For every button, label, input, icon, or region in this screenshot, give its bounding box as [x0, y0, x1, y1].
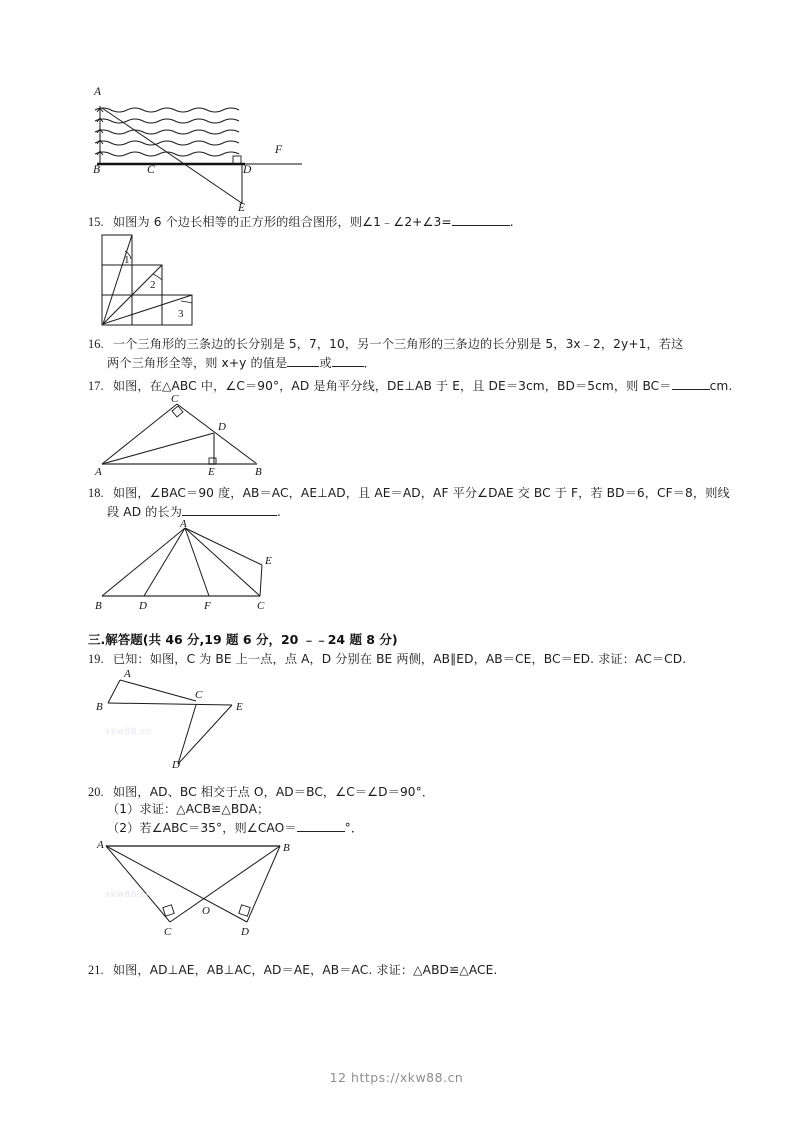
figure-label-B: B [93, 164, 101, 176]
question-19-body: 已知：如图，C 为 BE 上一点，点 A，D 分别在 BE 两侧，AB∥ED，AB＝CE，BC＝ED. 求证：AC＝CD. [112, 652, 687, 666]
figure-top-hatched [90, 88, 320, 213]
figure-q20-crossing-triangles [92, 836, 357, 941]
question-16-or-label: 或 [319, 356, 332, 370]
question-18-answer-blank[interactable] [182, 502, 277, 516]
question-16-body-line2: 两个三角形全等，则 x+y 的值是 [107, 356, 288, 370]
svg-text:C: C [195, 689, 203, 701]
question-16-number: 16. [88, 337, 104, 351]
question-20-line2 [107, 801, 269, 818]
question-20-line3 [107, 818, 363, 837]
watermark-figure-q19: xkw88.cn [105, 727, 152, 737]
question-16-period: ． [363, 356, 376, 370]
question-18-body-line2: 段 AD 的长为 [107, 505, 183, 519]
question-18-period: . [277, 505, 282, 519]
question-20-body-line2: （1）求证：△ACB≌△BDA； [107, 802, 270, 816]
figure-label-E: E [238, 202, 246, 214]
svg-text:D: D [172, 759, 180, 771]
question-16-line1 [88, 336, 683, 353]
figure-label-D: D [243, 164, 252, 176]
svg-text:2: 2 [150, 279, 156, 291]
figure-label-F: F [275, 144, 283, 156]
svg-text:C: C [171, 393, 179, 405]
figure-q19-lines [92, 668, 287, 771]
question-17-answer-blank[interactable] [672, 376, 710, 390]
svg-text:F: F [204, 600, 211, 612]
question-20-body-line3: （2）若∠ABC＝35°，则∠CAO＝ [107, 821, 297, 835]
question-15-text [88, 212, 514, 231]
question-20-line1 [88, 784, 434, 801]
question-17-unit: cm. [709, 379, 733, 393]
svg-text:E: E [236, 701, 243, 713]
figure-q15-squares [97, 232, 227, 330]
question-20-number: 20. [88, 785, 104, 799]
svg-text:B: B [283, 842, 290, 854]
svg-text:A: A [95, 466, 102, 478]
svg-text:D: D [139, 600, 147, 612]
question-17-number: 17. [88, 379, 104, 393]
page-footer: 12 https://xkw88.cn [329, 1070, 464, 1085]
question-18-line1 [88, 485, 730, 502]
question-21-body: 如图，AD⊥AE，AB⊥AC，AD＝AE，AB＝AC. 求证：△ABD≌△ACE. [112, 963, 498, 977]
question-20-body-line1: 如图，AD、BC 相交于点 O，AD＝BC，∠C＝∠D＝90°． [112, 785, 435, 799]
question-21-text [88, 962, 497, 979]
figure-q17-triangle [92, 392, 272, 477]
svg-text:C: C [257, 600, 265, 612]
svg-text:B: B [96, 701, 103, 713]
question-16-answer-blank-2[interactable] [332, 353, 364, 367]
figure-q18-triangle [92, 518, 307, 613]
question-17-body: 如图，在△ABC 中，∠C＝90°，AD 是角平分线，DE⊥AB 于 E，且 DE＝3cm，BD＝5cm，则 BC＝ [112, 379, 672, 393]
section-3-heading: 三.解答题(共 46 分,19 题 6 分，20 ﹣﹣24 题 8 分) [88, 632, 398, 647]
svg-text:E: E [208, 466, 215, 478]
question-20-degree-unit: °． [344, 821, 364, 835]
question-15-period: . [509, 215, 514, 229]
svg-text:1: 1 [124, 254, 130, 266]
question-18-body-line1: 如图，∠BAC＝90 度，AB＝AC，AE⊥AD，且 AE＝AD，AF 平分∠DAE 交 BC 于 F，若 BD＝6，CF＝8，则线 [112, 486, 730, 500]
question-16-answer-blank-1[interactable] [287, 353, 319, 367]
question-16-body-line1: 一个三角形的三条边的长分别是 5，7，10，另一个三角形的三条边的长分别是 5，3x﹣2，2y+1，若这 [112, 337, 684, 351]
svg-text:C: C [164, 926, 172, 938]
question-19-number: 19. [88, 652, 104, 666]
watermark-figure-q20: xkw88.cn [105, 890, 152, 900]
question-18-number: 18. [88, 486, 104, 500]
svg-text:A: A [97, 839, 104, 851]
question-20-answer-blank[interactable] [297, 818, 345, 832]
svg-text:B: B [255, 466, 262, 478]
question-21-number: 21. [88, 963, 104, 977]
svg-text:D: D [241, 926, 249, 938]
question-15-answer-blank[interactable] [452, 212, 510, 226]
figure-label-C: C [147, 164, 155, 176]
figure-label-A: A [94, 86, 102, 98]
question-15-number: 15. [88, 215, 104, 229]
svg-text:B: B [95, 600, 102, 612]
question-19-text [88, 651, 686, 668]
svg-text:D: D [218, 421, 226, 433]
svg-text:O: O [202, 905, 210, 917]
svg-text:A: A [180, 518, 187, 530]
svg-text:E: E [265, 555, 272, 567]
question-16-line2 [107, 353, 376, 372]
svg-text:3: 3 [178, 308, 184, 320]
svg-text:A: A [124, 668, 131, 680]
question-15-body: 如图为 6 个边长相等的正方形的组合图形，则∠1﹣∠2+∠3= [112, 215, 452, 229]
